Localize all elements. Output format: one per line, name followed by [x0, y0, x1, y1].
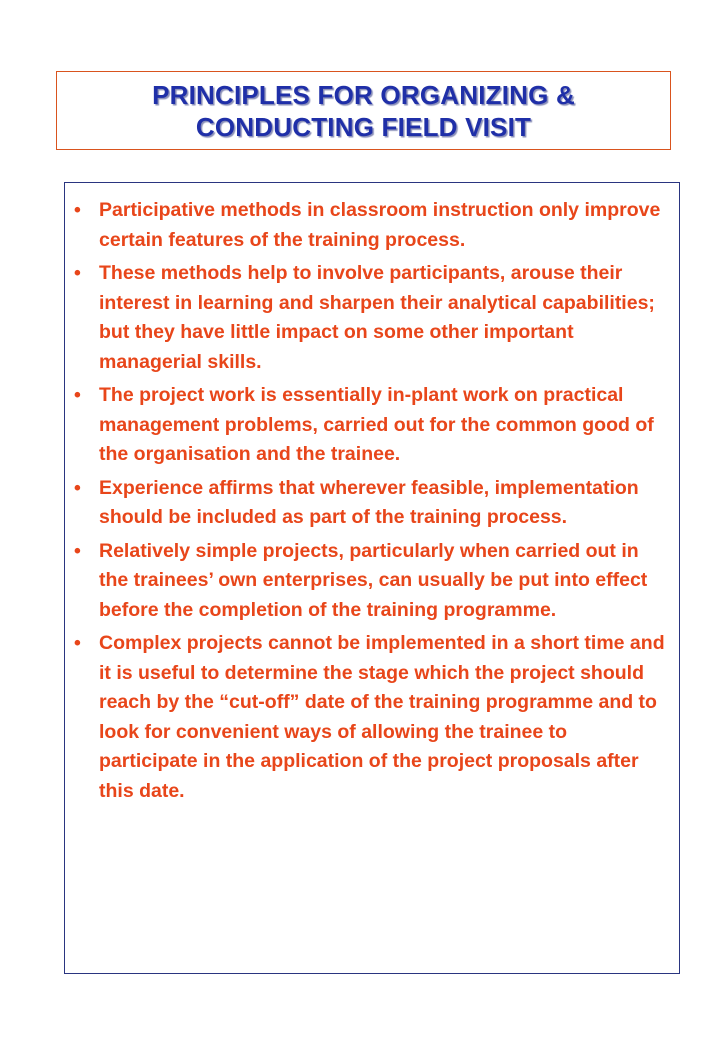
bullet-dot-icon: • [74, 539, 81, 562]
bullet-dot-icon: • [74, 476, 81, 499]
bullet-item-2 [74, 259, 671, 377]
bullet-dot-icon: • [74, 384, 81, 406]
bullet-dot-icon: • [74, 262, 81, 284]
bullet-item-5 [74, 537, 671, 626]
title-box [56, 71, 671, 150]
bullet-text: These methods help to involve participants, arouse their interest in learning and sharpen their analytical capabilities; but they have little impact on some other important managerial skills. [99, 262, 655, 373]
bullet-item-3 [74, 381, 671, 470]
bullet-dot-icon: • [74, 632, 81, 654]
bullet-text: The project work is essentially in-plant work on practical management problems, carried out for the common good of the organisation and the trainee. [99, 384, 654, 465]
page-title-line-1: PRINCIPLES FOR ORGANIZING & [152, 79, 575, 110]
page-title-line-2: CONDUCTING FIELD VISIT [195, 111, 532, 142]
bullet-item-4 [74, 474, 671, 533]
bullet-item-6 [74, 629, 671, 806]
bullet-text: Complex projects cannot be implemented in a short time and it is useful to determine the stage which the project should reach by the “cut-off” date of the training programme and to look for convenient ways of allowing the trainee to participate in the application of the project proposals after this date. [99, 632, 665, 802]
bullet-dot-icon: • [74, 199, 81, 221]
bullet-list [65, 183, 679, 806]
content-box [64, 182, 680, 974]
bullet-item-1 [74, 196, 671, 255]
bullet-text: Relatively simple projects, particularly when carried out in the trainees’ own enterprises, can usually be put into effect before the completion of the training programme. [99, 539, 648, 621]
bullet-text: Experience affirms that wherever feasible, implementation should be included as part of the training process. [99, 476, 639, 528]
bullet-text: Participative methods in classroom instruction only improve certain features of the training process. [99, 199, 661, 251]
